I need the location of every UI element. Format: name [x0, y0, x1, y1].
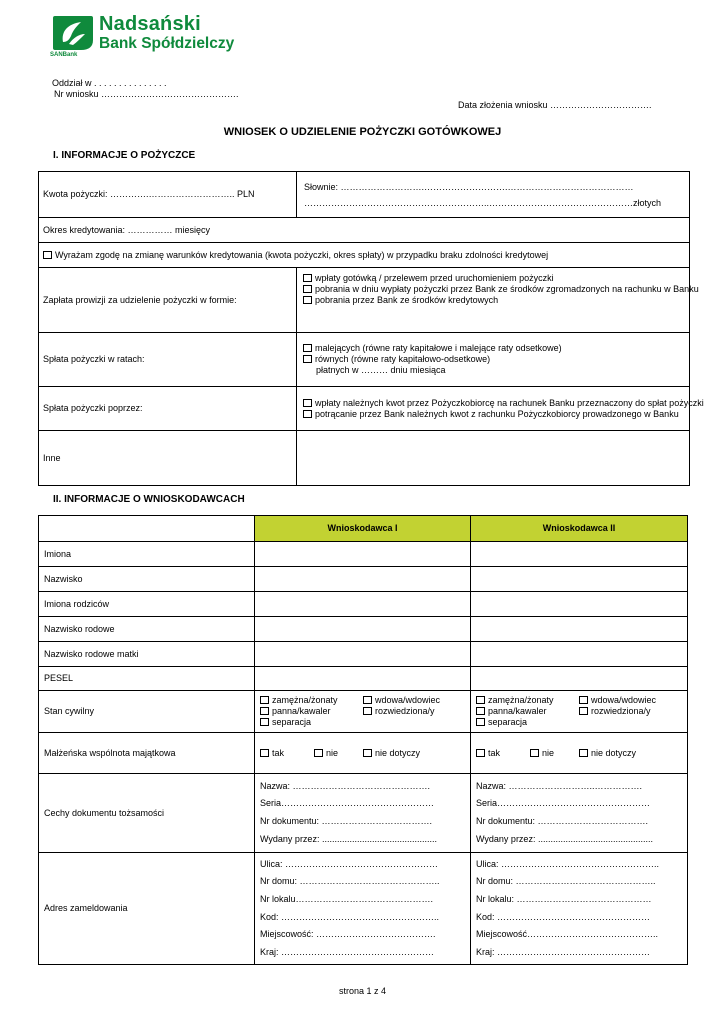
property-checkbox[interactable] [363, 749, 372, 757]
marital-checkbox[interactable] [579, 707, 588, 715]
address-field[interactable]: Nr domu: ……………………………………….. [476, 876, 656, 887]
address-field[interactable]: Kraj: …………………………………………… [476, 946, 651, 957]
applicants-table [38, 515, 688, 965]
installment-option-checkbox[interactable] [303, 344, 312, 352]
installments-label: Spłata pożyczki w ratach: [39, 333, 297, 387]
commission-option-checkbox[interactable] [303, 274, 312, 282]
id-doc-field[interactable]: Wydany przez: .............................................. [476, 833, 653, 844]
address-field[interactable]: Nr lokalu: ……………………………………… [476, 893, 652, 904]
repayment-label: Spłata pożyczki poprzez: [39, 387, 297, 431]
row-label-id-document: Cechy dokumentu tożsamości [39, 774, 255, 853]
brand-short: SANBank [50, 52, 78, 58]
applicant-1-address [255, 853, 471, 965]
id-doc-field[interactable]: Nazwa: ………………………………………. [260, 780, 431, 791]
row-label-first-names: Imiona [39, 542, 255, 567]
commission-option-checkbox[interactable] [303, 285, 312, 293]
loan-info-table [38, 171, 704, 486]
applicant-1-pesel[interactable] [255, 667, 471, 691]
property-checkbox[interactable] [314, 749, 323, 757]
id-doc-field[interactable]: Wydany przez: .............................................. [260, 833, 437, 844]
page-title: WNIOSEK O UDZIELENIE POŻYCZKI GOTÓWKOWEJ [223, 126, 502, 138]
row-label-mother-maiden-name: Nazwisko rodowe matki [39, 642, 255, 667]
repayment-option-checkbox[interactable] [303, 410, 312, 418]
applicant-2-id-document [471, 774, 688, 853]
applicant-1-first-names[interactable] [255, 542, 471, 567]
marital-checkbox[interactable] [476, 707, 485, 715]
property-checkbox[interactable] [476, 749, 485, 757]
marital-checkbox[interactable] [260, 707, 269, 715]
commission-option-checkbox[interactable] [303, 296, 312, 304]
loan-amount-field[interactable]: Kwota pożyczki: ………….……………………….. PLN [39, 172, 297, 218]
corner-cell [39, 516, 255, 542]
repayment-options: wpłaty należnych kwot przez Pożyczkobiorcę na rachunek Banku przeznaczony do spłat pożyczki potrącanie przez Bank należnych kwot z rachunku Pożyczkobiorcy prowadzonego w Banku [297, 387, 690, 431]
brand-subname: Bank Spółdzielczy [99, 35, 235, 52]
consent-checkbox[interactable] [43, 251, 52, 259]
address-field[interactable]: Ulica: …………………………………………….. [476, 858, 660, 869]
application-number-field[interactable]: Nr wniosku ………………………………………. [54, 89, 239, 99]
marital-checkbox[interactable] [260, 696, 269, 704]
marital-checkbox[interactable] [363, 696, 372, 704]
installments-options: malejących (równe raty kapitałowe i malejące raty odsetkowe) równych (równe raty kapitałowo-odsetkowe) płatnych w ……… dniu miesiąca [297, 333, 690, 387]
row-label-marital-status: Stan cywilny [39, 691, 255, 733]
commission-options: wpłaty gotówką / przelewem przed uruchomieniem pożyczki pobrania w dniu wypłaty pożyczki przez Bank ze środków zgromadzonych na rachunku w Banku pobrania przez Bank ze środków kredytowych [297, 268, 690, 333]
applicant-1-family-name[interactable] [255, 617, 471, 642]
payment-day-field[interactable]: płatnych w ……… dniu miesiąca [316, 365, 446, 375]
address-field[interactable]: Ulica: …………………………………………… [260, 858, 439, 869]
id-doc-field[interactable]: Nr dokumentu: ………………………………. [476, 816, 649, 826]
applicant-1-id-document [255, 774, 471, 853]
repayment-option-checkbox[interactable] [303, 399, 312, 407]
property-checkbox[interactable] [579, 749, 588, 757]
applicant-2-family-name[interactable] [471, 617, 688, 642]
applicant-2-mother-maiden-name[interactable] [471, 642, 688, 667]
applicant-1-header: Wnioskodawca I [255, 516, 471, 542]
row-label-parents-names: Imiona rodziców [39, 592, 255, 617]
applicant-1-marital-status: zamężna/żonaty wdowa/wdowiec panna/kawaler rozwiedziona/y separacja [255, 691, 471, 733]
id-doc-field[interactable]: Nr dokumentu: ………………………………. [260, 816, 433, 826]
applicant-2-pesel[interactable] [471, 667, 688, 691]
property-checkbox[interactable] [260, 749, 269, 757]
row-label-surname: Nazwisko [39, 567, 255, 592]
page-number: strona 1 z 4 [338, 986, 387, 996]
row-label-pesel: PESEL [39, 667, 255, 691]
applicant-1-parents-names[interactable] [255, 592, 471, 617]
applicant-1-mother-maiden-name[interactable] [255, 642, 471, 667]
applicant-2-first-names[interactable] [471, 542, 688, 567]
branch-field[interactable]: Oddział w . . . . . . . . . . . . . . . [52, 78, 167, 88]
address-field[interactable]: Kraj: …………………………………………… [260, 946, 435, 957]
applicant-2-header: Wnioskodawca II [471, 516, 688, 542]
other-label: Inne [39, 431, 297, 486]
address-field[interactable]: Nr lokalu………………………………………. [260, 893, 434, 904]
marital-checkbox[interactable] [476, 718, 485, 726]
applicant-1-surname[interactable] [255, 567, 471, 592]
applicant-1-joint-property: tak nie nie dotyczy [255, 733, 471, 774]
installment-option-checkbox[interactable] [303, 355, 312, 363]
id-doc-field[interactable]: Nazwa: ………………………..……………. [476, 780, 643, 791]
id-doc-field[interactable]: Seria…………………………………………… [260, 798, 435, 809]
other-field[interactable] [297, 431, 690, 486]
consent-row[interactable]: Wyrażam zgodę na zmianę warunków kredytowania (kwota pożyczki, okres spłaty) w przypadku braku zdolności kredytowej [39, 243, 690, 268]
marital-checkbox[interactable] [363, 707, 372, 715]
section-heading-applicants: II. INFORMACJE O WNIOSKODAWCACH [53, 494, 245, 505]
address-field[interactable]: Kod: …………………………………………….. [260, 911, 440, 922]
applicant-2-joint-property: tak nie nie dotyczy [471, 733, 688, 774]
loan-period-field[interactable]: Okres kredytowania: …………… miesięcy [39, 218, 690, 243]
row-label-family-name: Nazwisko rodowe [39, 617, 255, 642]
marital-checkbox[interactable] [579, 696, 588, 704]
amount-in-words-field[interactable]: Słownie: ……………………….……………………….…………………………………… ……………………………………………………..…………………………………………złotych [297, 172, 690, 218]
id-doc-field[interactable]: Seria…………………………………………… [476, 798, 651, 809]
applicant-2-address [471, 853, 688, 965]
commission-label: Zapłata prowizji za udzielenie pożyczki w formie: [39, 268, 297, 333]
address-field[interactable]: Nr domu: ……………………………………….. [260, 876, 440, 887]
applicant-2-parents-names[interactable] [471, 592, 688, 617]
row-label-joint-property: Małżeńska wspólnota majątkowa [39, 733, 255, 774]
applicant-2-marital-status: zamężna/żonaty wdowa/wdowiec panna/kawaler rozwiedziona/y separacja [471, 691, 688, 733]
marital-checkbox[interactable] [260, 718, 269, 726]
property-checkbox[interactable] [530, 749, 539, 757]
brand-name: Nadsański [99, 13, 201, 35]
address-field[interactable]: Miejscowość: …………………………………. [260, 929, 436, 940]
marital-checkbox[interactable] [476, 696, 485, 704]
bank-logo-icon [51, 14, 95, 52]
row-label-registered-address: Adres zameldowania [39, 853, 255, 965]
applicant-2-surname[interactable] [471, 567, 688, 592]
section-heading-loan: I. INFORMACJE O POŻYCZCE [53, 150, 196, 161]
address-field[interactable]: Miejscowość…………………………………….. [476, 929, 659, 940]
address-field[interactable]: Kod: …………………………………………… [476, 911, 651, 922]
submission-date-field[interactable]: Data złożenia wniosku ……………………………. [458, 100, 652, 110]
